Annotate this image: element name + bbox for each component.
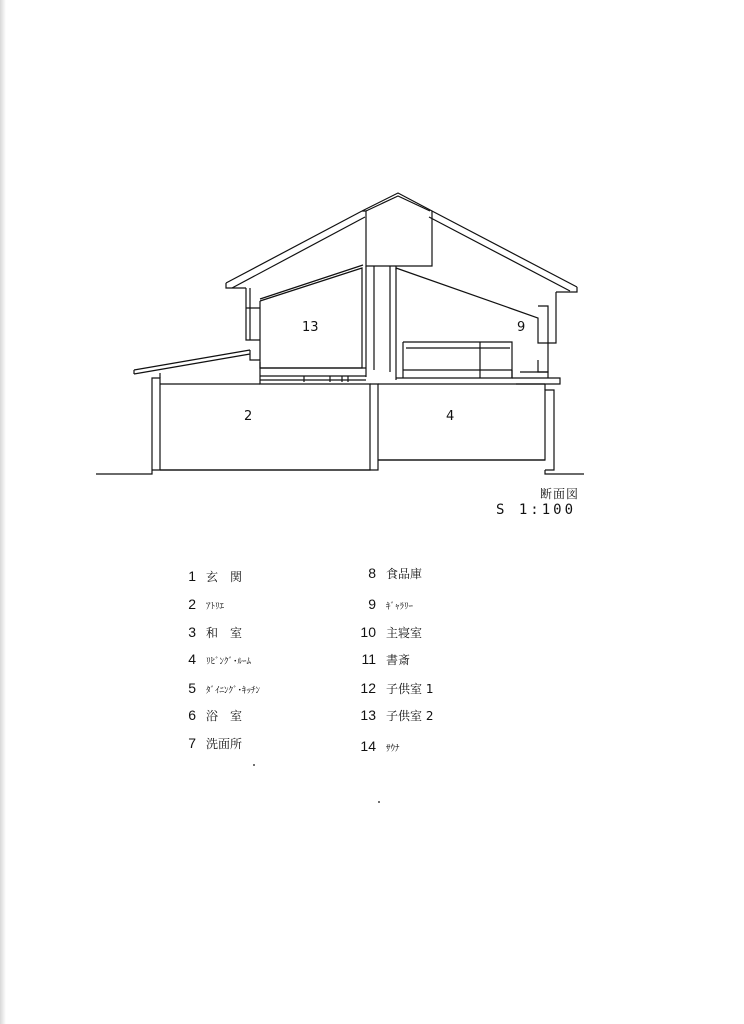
room-13-outline — [260, 268, 362, 368]
legend-number: 14 — [360, 738, 376, 754]
legend-item — [180, 735, 242, 752]
legend-room-name: 子供室 1 — [386, 682, 434, 696]
legend-item — [356, 738, 400, 754]
room-label-13: 13 — [302, 320, 319, 335]
legend-item — [180, 568, 242, 585]
ridge-top — [366, 196, 430, 211]
roof-right-outer — [432, 211, 577, 287]
legend-room-name: 和 室 — [206, 626, 243, 640]
legend-number: 11 — [361, 651, 376, 667]
canopy — [134, 350, 260, 374]
legend-item — [180, 596, 224, 612]
gallery-floor — [396, 370, 512, 378]
legend-number: 7 — [188, 735, 196, 751]
legend-item — [356, 680, 433, 697]
roof-left-inner — [232, 217, 365, 288]
legend-number: 2 — [188, 596, 196, 612]
legend-number: 6 — [188, 707, 196, 723]
gallery-rail — [403, 342, 512, 378]
legend-item — [180, 707, 242, 724]
legend-room-name: ｻｳﾅ — [386, 744, 400, 754]
upper-floor-slab — [260, 368, 366, 382]
legend-room-name: 主寝室 — [386, 626, 423, 640]
legend-item — [356, 565, 422, 582]
legend-room-name: 浴 室 — [206, 709, 243, 723]
legend-number: 9 — [368, 596, 376, 612]
legend-number: 12 — [360, 680, 376, 696]
legend-room-name: ﾘﾋﾞﾝｸﾞ･ﾙｰﾑ — [206, 657, 252, 667]
legend-number: 10 — [360, 624, 376, 640]
legend-room-name: ｷﾞｬﾗﾘｰ — [386, 602, 414, 612]
legend-room-name: 洗面所 — [206, 737, 243, 751]
right-upper-wall — [538, 292, 556, 343]
central-shaft — [366, 266, 396, 380]
room-13-slope — [260, 265, 363, 299]
legend-item — [356, 624, 422, 641]
legend-number: 13 — [360, 707, 376, 723]
room-4-ceiling — [378, 384, 545, 390]
scan-speck — [378, 801, 380, 803]
legend-room-name: 子供室 2 — [386, 709, 434, 723]
ridge-monitor — [362, 193, 432, 266]
left-upper-wall — [246, 288, 260, 340]
legend-number: 4 — [188, 651, 196, 667]
room-2-inner — [160, 373, 260, 384]
legend-room-name: 食品庫 — [386, 567, 423, 581]
legend-room-name: ｱﾄﾘｴ — [206, 602, 225, 612]
legend-item — [356, 707, 433, 724]
legend-room-name: ﾀﾞｲﾆﾝｸﾞ･ｷｯﾁﾝ — [206, 686, 261, 696]
legend-item — [356, 651, 410, 668]
legend-item — [180, 624, 242, 641]
room-label-4: 4 — [446, 409, 455, 424]
legend-number: 3 — [188, 624, 196, 640]
legend-number: 1 — [188, 568, 196, 584]
legend-item — [180, 651, 251, 667]
legend-room-name: 玄 関 — [206, 570, 243, 584]
roof-right-inner — [429, 217, 570, 291]
legend-number: 5 — [188, 680, 196, 696]
legend-number: 8 — [368, 565, 376, 581]
drawing-title: 断面図 — [540, 487, 580, 501]
legend-item — [356, 596, 413, 612]
scan-speck — [253, 764, 255, 766]
legend-room-name: 書斎 — [386, 653, 411, 667]
room-2-outline — [152, 362, 370, 470]
drawing-scale: S 1:100 — [496, 502, 577, 518]
right-floor-slab — [512, 372, 560, 384]
room-label-9: 9 — [517, 320, 526, 335]
room-label-2: 2 — [244, 409, 253, 424]
legend-item — [180, 680, 260, 696]
room-4-outline — [370, 384, 554, 470]
